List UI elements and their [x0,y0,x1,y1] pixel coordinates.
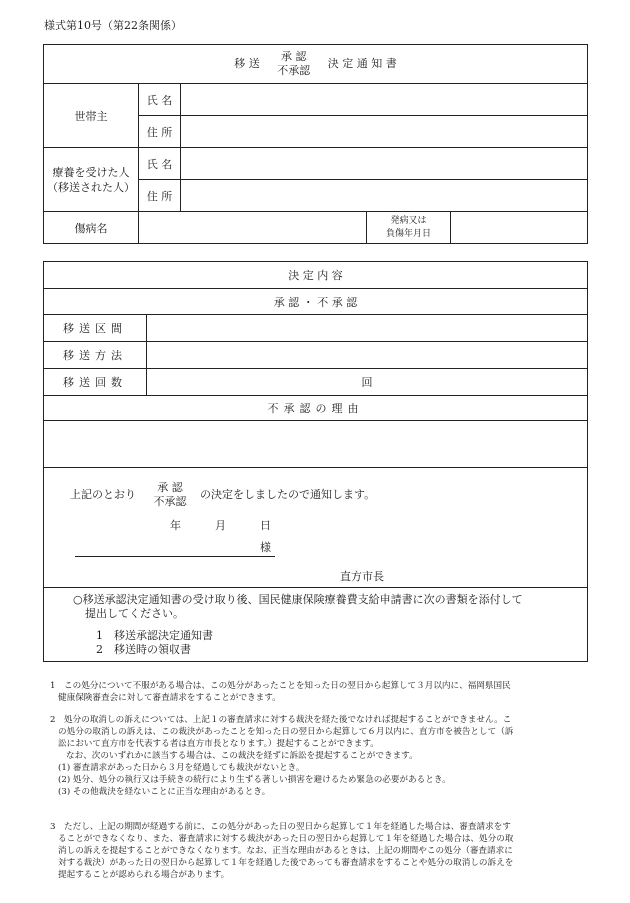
note-3-line-b: ることができなくなり、また、審査請求に対する裁決があった日の翌日から起算して１年を経過した場合は、処分の取 [58,834,514,844]
instruction-line2: 提出してください。 [85,607,184,620]
note-3-line-a: 3 ただし、上記の期間が経過する前に、この処分があった日の翌日から起算して１年を経過した場合は、審査請求をす [50,822,511,832]
applicant-table [43,44,588,244]
issuer: 直方市長 [340,570,384,583]
note-2-line-g: (3) その他裁決を経ないことに正当な理由があるとき。 [58,787,271,797]
note-2-line-b: の処分の取消しの訴えは、この裁決があったことを知った日の翌日から起算して６月以内に、直方市を被告として（訴 [58,727,514,737]
title-suffix: 決 定 通 知 書 [327,57,397,70]
count-field[interactable] [147,369,588,396]
note-2 [50,714,598,798]
householder-name-label: 氏 名 [139,84,181,116]
section-field[interactable] [147,315,588,342]
patient-name-label: 氏 名 [139,148,181,180]
instruction-block [44,588,588,662]
attachment-2: 2 移送時の領収書 [96,643,191,656]
note-3-line-e: 提起することが認められる場合があります。 [58,870,230,880]
onset-date-field[interactable] [451,212,588,244]
recipient-line [75,556,275,557]
note-2-line-a: 2 処分の取消しの訴えについては、上記１の審査請求に対する裁決を経た後でなければ提起することができません。こ [50,715,512,725]
form-number: 様式第10号（第22条関係） [44,19,182,32]
notice-suffix: の決定をしましたので通知します。 [200,488,376,501]
notice-reject: 不承認 [153,495,187,508]
disease-field[interactable] [139,212,367,244]
count-unit: 回 [361,376,373,389]
note-1-line-a: 1 この処分について不服がある場合は、この処分があったことを知った日の翌日から起算して３月以内に、福岡県国民 [50,681,511,691]
attachment-1: 1 移送承認決定通知書 [96,629,213,642]
note-2-line-c: 訟において直方市を代表する者は直方市長となります。）提起することができます。 [58,739,379,749]
patient-label-line1: 療養を受けた人 [52,165,130,179]
note-2-line-e: (1) 審査請求があった日から３月を経過しても裁決がないとき。 [58,763,305,773]
decision-table [43,261,588,662]
notice-approve: 承 認 [157,481,183,494]
notice-block [44,468,588,588]
reason-title: 不承認の理由 [44,396,588,421]
reason-field[interactable] [44,421,588,468]
householder-address-label: 住 所 [139,116,181,148]
householder-name-field[interactable] [181,84,588,116]
note-1-line-b: 健康保険審査会に対して審査請求をすることができます。 [58,693,281,703]
note-2-line-f: (2) 処分、処分の執行又は手続きの続行により生ずる著しい損害を避けるため緊急の必要があるとき。 [58,775,451,785]
month-label: 月 [215,519,226,532]
patient-label-line2: （移送された人） [47,180,135,194]
note-2-line-d: なお、次のいずれかに該当する場合は、この裁決を経ずに訴訟を提起することができます。 [66,751,418,761]
onset-label [367,212,451,244]
onset-label-line2: 負傷年月日 [385,228,431,239]
instruction-line1: ○移送承認決定通知書の受け取り後、国民健康保険療養費支給申請書に次の書類を添付して [73,593,523,606]
patient-address-field[interactable] [181,180,588,212]
note-3-line-d: 対する裁決）があった日の翌日から起算して１年を経過した後であっても審査請求をすることや処分の取消しの訴えを [58,858,514,868]
decision-title: 決 定 内 容 [44,262,588,289]
title-reject: 不承認 [277,64,311,77]
note-1 [50,680,598,704]
disease-label: 傷病名 [44,212,139,244]
notice-prefix: 上記のとおり [70,488,136,501]
householder-address-field[interactable] [181,116,588,148]
count-label: 移送回数 [44,369,147,396]
patient-label [44,148,139,212]
onset-label-line1: 発病又は [390,215,427,226]
section-label: 移送区間 [44,315,147,342]
note-3-line-c: 消しの訴えを提起することができなくなります。なお、正当な理由があるときは、上記の期間やこの処分（審査請求に [58,846,513,856]
honorific-label: 様 [260,541,271,554]
note-3 [50,821,598,881]
approval-line: 承 認 ・ 不 承 認 [44,289,588,315]
year-label: 年 [170,519,181,532]
patient-name-field[interactable] [181,148,588,180]
document-title [44,45,588,84]
title-prefix: 移 送 [234,57,260,70]
patient-address-label: 住 所 [139,180,181,212]
method-field[interactable] [147,342,588,369]
householder-label: 世帯主 [44,84,139,148]
day-label: 日 [260,519,271,532]
title-approve: 承 認 [281,50,307,63]
method-label: 移送方法 [44,342,147,369]
